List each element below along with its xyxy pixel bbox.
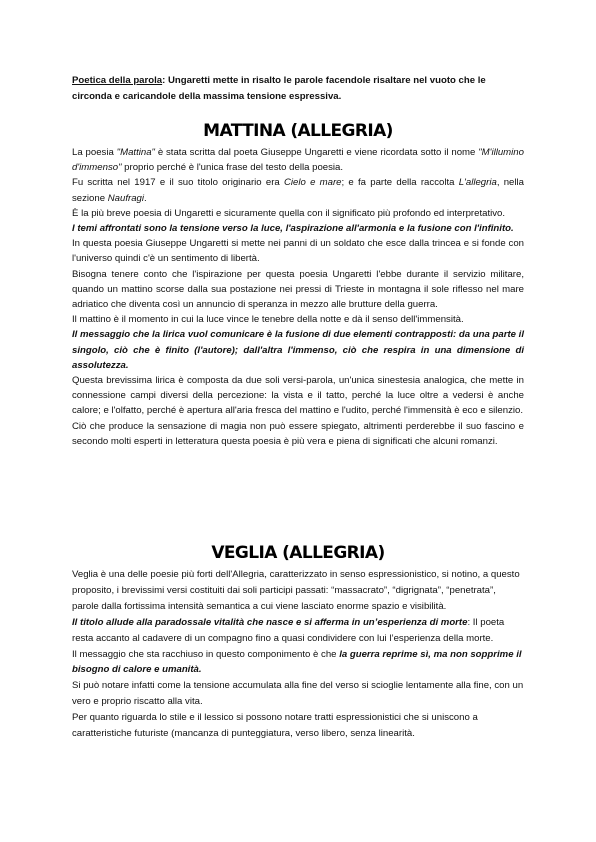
- intro-lead: Poetica della parola: [72, 75, 163, 86]
- mattina-paragraph-5: In questa poesia Giuseppe Ungaretti si mette nei panni di un soldato che esce dalla trincea e si fonde con l'universo quindi c'è un sentimento di libertà.: [72, 238, 524, 265]
- mattina-body: [72, 145, 524, 449]
- veglia-body: [72, 567, 524, 742]
- veglia-paragraph-4: Si può notare infatti come la tensione accumulata alla fine del verso si scioglie lentamente alla fine, con un vero e proprio riscatto alla vita.: [72, 680, 524, 708]
- veglia-paragraph-1: Veglia è una delle poesie più forti dell'Allegria, caratterizzato in senso espressionistico, si notino, a questo proposito, i brevissimi versi costituiti dai soli participi passati: “massacrato”, “digrignata”, “penetrata”, parole dalla fortissima intensità semantica a cui viene lasciato enorme spazio e visibilità.: [72, 569, 520, 612]
- mattina-paragraph-1: La poesia "Mattina" è stata scritta dal poeta Giuseppe Ungaretti e viene ricordata sotto il nome "M'illumino d'immenso" proprio perché è l'unica frase del testo della poesia.: [72, 147, 524, 174]
- mattina-paragraph-2: Fu scritta nel 1917 e il suo titolo originario era Cielo e mare; e fa parte della raccolta L'allegria, nella sezione Naufragi.: [72, 177, 524, 204]
- mattina-title: MATTINA (ALLEGRIA): [203, 121, 393, 141]
- veglia-paragraph-5: Per quanto riguarda lo stile e il lessico si possono notare tratti espressionistici che si uniscono a caratteristiche futuriste (mancanza di punteggiatura, verso libero, senza linearità.: [72, 712, 478, 740]
- mattina-paragraph-8: Il messaggio che la lirica vuol comunicare è la fusione di due elementi contrapposti: da una parte il singolo, ciò che è finito (l'autore); dall'altra l'immenso, ciò che respira in una dimensione di assolutezza.: [72, 329, 524, 371]
- veglia-paragraph-3: Il messaggio che sta racchiuso in questo componimento è che la guerra reprime sì, ma non sopprime il bisogno di calore e umanità.: [72, 648, 522, 676]
- veglia-title: VEGLIA (ALLEGRIA): [211, 543, 385, 563]
- intro-paragraph: [72, 73, 524, 105]
- intro-text: : Ungaretti mette in risalto le parole facendole risaltare nel vuoto che le circonda e caricandole della massima tensione espressiva.: [72, 75, 486, 102]
- mattina-paragraph-9: Questa brevissima lirica è composta da due soli versi-parola, un'unica sinestesia analogica, che mette in connessione campi diversi della percezione: la vista e il tatto, perché la luce oltre a vedersi è anche calore; e l'olfatto, perché è apertura all'aria fresca del mattino e l'udito, perché l'immensità è eco e silenzio.: [72, 375, 524, 417]
- mattina-paragraph-3: È la più breve poesia di Ungaretti e sicuramente quella con il significato più profondo ed interpretativo.: [72, 207, 506, 219]
- mattina-paragraph-6: Bisogna tenere conto che l'ispirazione per questa poesia Ungaretti l'ebbe durante il servizio militare, quando un mattino scorse dalla sua postazione nei pressi di Trieste in montagna il sole riflesso nel mare adriatico che diventa così un annuncio di speranza in mezzo alle brutture della guerra.: [72, 268, 524, 311]
- veglia-paragraph-2: Il titolo allude alla paradossale vitalità che nasce e si afferma in un’esperienza di morte: Il poeta resta accanto al cadavere di un compagno fino a quasi condividere con lui l’esperienza della morte.: [72, 616, 505, 644]
- mattina-paragraph-10: Ciò che produce la sensazione di magia non può essere spiegato, altrimenti perderebbe il suo fascino e secondo molti esperti in letteratura questa poesia è più vera e piena di significati che alcuni romanzi.: [72, 420, 524, 447]
- mattina-paragraph-7: Il mattino è il momento in cui la luce vince le tenebre della notte e dà il senso dell'immensità.: [72, 314, 464, 326]
- mattina-paragraph-4: I temi affrontati sono la tensione verso la luce, l'aspirazione all'armonia e la fusione con l'infinito.: [72, 223, 514, 235]
